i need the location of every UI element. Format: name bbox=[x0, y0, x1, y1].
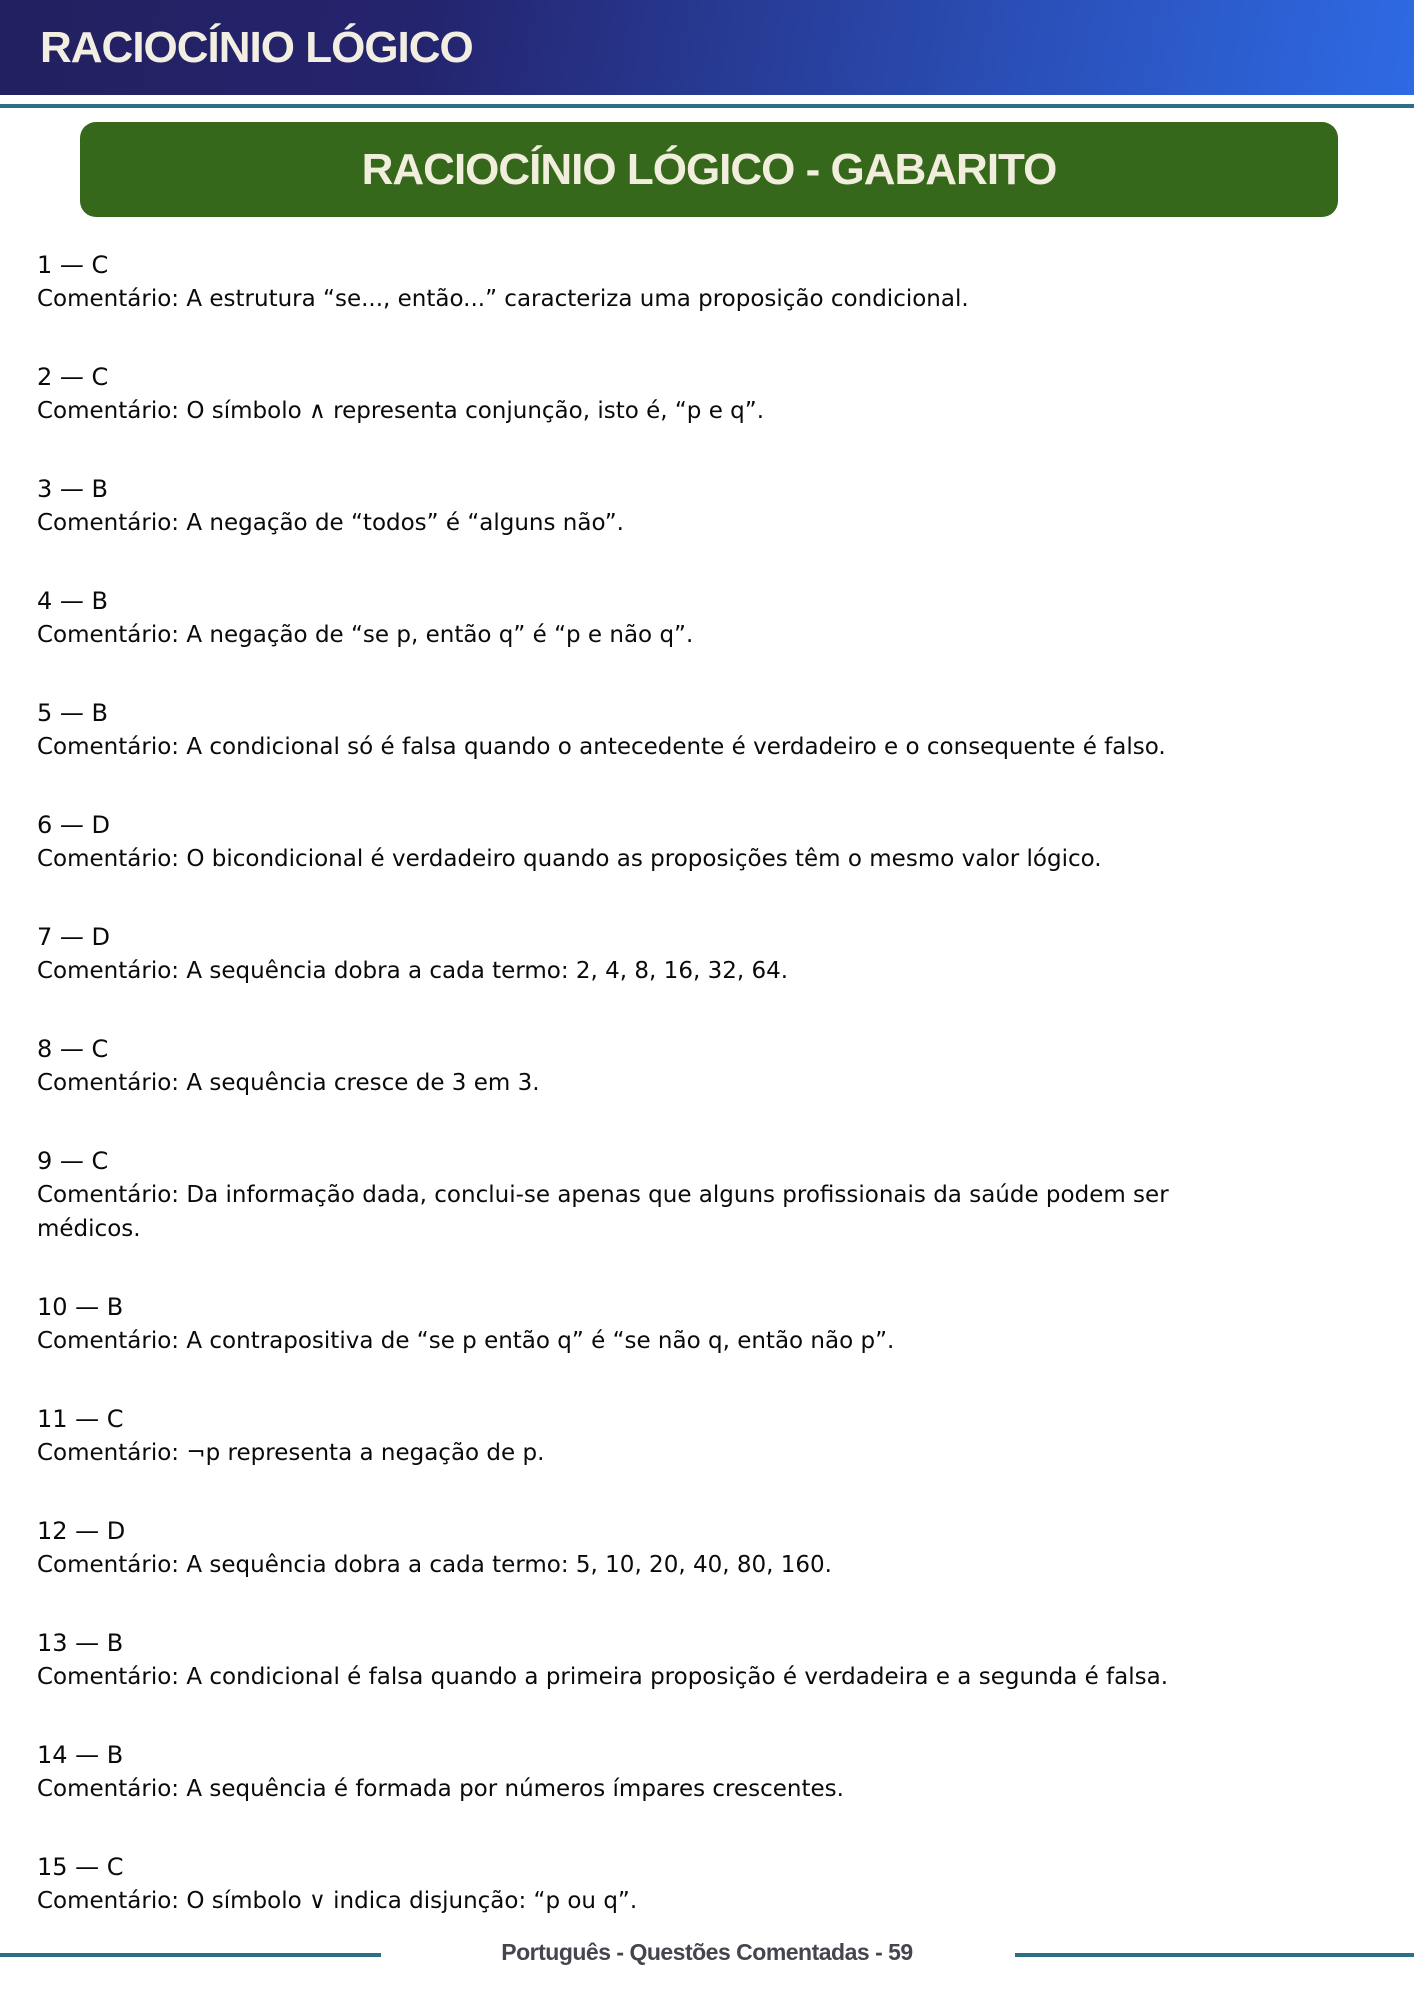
answer-label: 9 — C bbox=[37, 1147, 109, 1175]
answer-item bbox=[37, 1626, 1377, 1694]
answer-comment: Comentário: A negação de “se p, então q” é “p e não q”. bbox=[37, 622, 694, 648]
answer-label: 15 — C bbox=[37, 1853, 124, 1881]
answer-comment: Comentário: A sequência dobra a cada termo: 2, 4, 8, 16, 32, 64. bbox=[37, 958, 789, 984]
answer-comment: Comentário: A condicional é falsa quando a primeira proposição é verdadeira e a segunda é falsa. bbox=[37, 1664, 1169, 1690]
answer-item bbox=[37, 472, 1377, 540]
header-divider bbox=[0, 104, 1414, 108]
footer-page-label: Português - Questões Comentadas - 59 bbox=[501, 1939, 913, 1965]
answer-item bbox=[37, 1514, 1377, 1582]
answer-comment: Comentário: O símbolo ∧ representa conjunção, isto é, “p e q”. bbox=[37, 398, 765, 424]
answer-comment: Comentário: A sequência dobra a cada termo: 5, 10, 20, 40, 80, 160. bbox=[37, 1552, 832, 1578]
answer-item bbox=[37, 1144, 1377, 1246]
answer-label: 8 — C bbox=[37, 1035, 109, 1063]
answer-label: 10 — B bbox=[37, 1293, 124, 1321]
answer-item bbox=[37, 808, 1377, 876]
answer-item bbox=[37, 1032, 1377, 1100]
answer-label: 12 — D bbox=[37, 1517, 126, 1545]
answer-label: 11 — C bbox=[37, 1405, 124, 1433]
answer-label: 14 — B bbox=[37, 1741, 124, 1769]
answers-list bbox=[37, 248, 1377, 1962]
answer-label: 2 — C bbox=[37, 363, 109, 391]
answer-comment: Comentário: O bicondicional é verdadeiro quando as proposições têm o mesmo valor lógico. bbox=[37, 846, 1102, 872]
answer-item bbox=[37, 1850, 1377, 1918]
answer-item bbox=[37, 1738, 1377, 1806]
answer-comment: Comentário: A negação de “todos” é “alguns não”. bbox=[37, 510, 624, 536]
answer-comment: Comentário: Da informação dada, conclui-se apenas que alguns profissionais da saúde podem ser médicos. bbox=[37, 1182, 1169, 1242]
answer-item bbox=[37, 584, 1377, 652]
gabarito-banner bbox=[80, 122, 1338, 217]
header-bar bbox=[0, 0, 1414, 95]
page-title: RACIOCÍNIO LÓGICO bbox=[40, 22, 473, 72]
answer-item bbox=[37, 920, 1377, 988]
answer-item bbox=[37, 360, 1377, 428]
answer-item bbox=[37, 248, 1377, 316]
answer-label: 13 — B bbox=[37, 1629, 124, 1657]
answer-item bbox=[37, 1290, 1377, 1358]
footer bbox=[0, 1936, 1414, 1976]
answer-label: 6 — D bbox=[37, 811, 111, 839]
answer-label: 7 — D bbox=[37, 923, 111, 951]
answer-comment: Comentário: A condicional só é falsa quando o antecedente é verdadeiro e o consequente é falso. bbox=[37, 734, 1166, 760]
answer-item bbox=[37, 1402, 1377, 1470]
answer-comment: Comentário: ¬p representa a negação de p. bbox=[37, 1440, 545, 1466]
answer-comment: Comentário: A sequência cresce de 3 em 3. bbox=[37, 1070, 540, 1096]
answer-label: 3 — B bbox=[37, 475, 108, 503]
gabarito-banner-title: RACIOCÍNIO LÓGICO - GABARITO bbox=[361, 144, 1057, 194]
answer-label: 4 — B bbox=[37, 587, 108, 615]
answer-comment: Comentário: A contrapositiva de “se p então q” é “se não q, então não p”. bbox=[37, 1328, 895, 1354]
answer-comment: Comentário: A estrutura “se..., então...” caracteriza uma proposição condicional. bbox=[37, 286, 969, 312]
answer-label: 5 — B bbox=[37, 699, 108, 727]
answer-comment: Comentário: O símbolo ∨ indica disjunção: “p ou q”. bbox=[37, 1888, 638, 1914]
answer-comment: Comentário: A sequência é formada por números ímpares crescentes. bbox=[37, 1776, 844, 1802]
answer-label: 1 — C bbox=[37, 251, 109, 279]
answer-item bbox=[37, 696, 1377, 764]
